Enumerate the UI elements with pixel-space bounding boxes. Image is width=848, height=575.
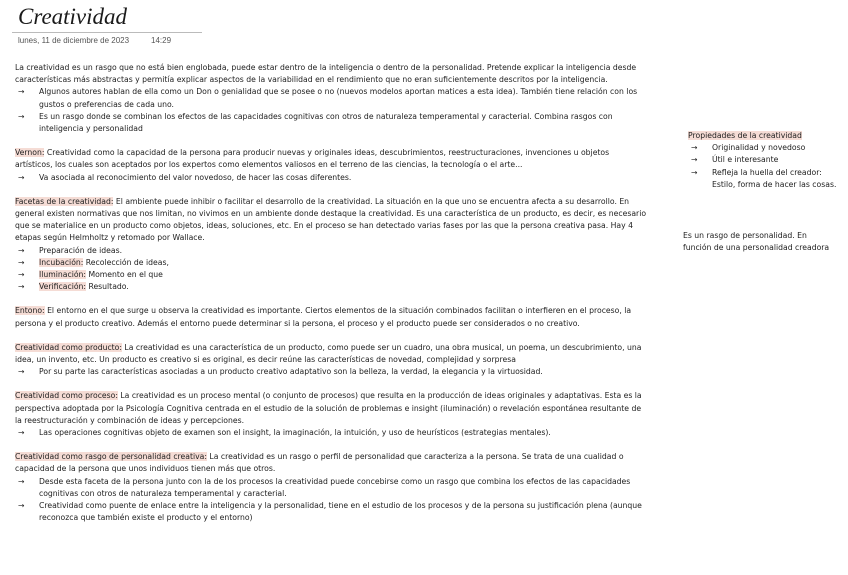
arrow-icon: → [18,282,25,292]
bullet-text: Algunos autores hablan de ella como un Don o genialidad que se posee o no (nuevos modelos aportan matices a esta idea). También tiene relación con los gustos o preferencias de cada uno. [39,87,638,109]
stage-label: Iluminación: [39,270,87,280]
stage-label: Incubación: [39,257,84,267]
list-item [688,167,838,191]
intro-paragraph: La creatividad es un rasgo que no está bien englobada, puede estar dentro de la inteligencia o dentro de la personalidad. Pretende explicar la inteligencia desde características más abstractas y permitía explicar aspectos de la variabilidad en el rendimiento que no eran suficientemente descritos por la inteligencia. [15,63,637,85]
list-item [15,172,647,184]
note-body [15,62,647,525]
page-time: 14:29 [151,36,172,45]
arrow-icon: → [18,111,25,121]
bullet-text: Las operaciones cognitivas objeto de examen son el insight, la imaginación, la intuición, y uso de heurísticos (estrategias mentales). [39,428,551,438]
list-item [15,500,647,524]
facetas-paragraph: Facetas de la creatividad: El ambiente puede inhibir o facilitar el desarrollo de la creatividad. La situación en la que uno se encuentra afecta a su desarrollo. En general existen normativas que nos limitan, no vivimos en un ambiente donde destaque la creatividad. Es una característica de un producto, es decir, es necesario que se materialice en un producto como objetos, ideas, soluciones, etc. En el proceso se han detectado varias fases por las que la persona creativa pasa. Hay 4 etapas según Helmholtz y retomado por Wallace. [15,196,647,243]
list-item [15,366,647,378]
list-item [15,245,647,257]
list-item [688,142,838,154]
list-item [15,86,647,110]
bullet-text: Va asociada al reconocimiento del valor novedoso, de hacer las cosas diferentes. [39,172,352,182]
highlight-label: Facetas de la creatividad: [15,196,114,206]
page-title: Creatividad [18,4,128,29]
page-date: lunes, 11 de diciembre de 2023 [18,36,130,45]
arrow-icon: → [18,476,25,486]
list-item [15,427,647,439]
entorno-paragraph: Entono: El entorno en el que surge u observa la creatividad es importante. Ciertos elementos de la situación combinados facilitan o interfieren en el proceso, la persona y el producto creativo. Además el entorno puede determinar si la persona, el proceso y el producto puede ser considerados o no creativo. [15,306,632,328]
side-heading: Propiedades de la creatividad [688,131,802,140]
bullet-text: Desde esta faceta de la persona junto con la de los procesos la creatividad puede concebirse como un rasgo que combina los efectos de las capacidades cognitivas con otros de naturaleza temperamental y caracterial. [39,476,631,498]
side-item: Útil e interesante [712,155,779,165]
arrow-icon: → [691,143,698,153]
arrow-icon: → [18,501,25,511]
arrow-icon: → [18,270,25,280]
list-item: → Verificación: Resultado. [15,281,647,293]
arrow-icon: → [18,245,25,255]
producto-paragraph: Creatividad como producto: La creatividad es una característica de un producto, como puede ser un cuadro, una obra musical, un poema, un descubrimiento, una idea, un invento, etc. Un producto es creativo si es original, es decir reúne las características de novedad, complejidad y sorpresa [15,342,642,365]
arrow-icon: → [691,167,698,177]
highlight-label: Vernon: [15,148,45,158]
list-item [15,476,647,500]
side-note-personality: Es un rasgo de personalidad. En función de una personalidad creadora [683,231,830,253]
rasgo-paragraph: Creatividad como rasgo de personalidad creativa: La creatividad es un rasgo o perfil de personalidad que caracteriza a la persona. Se trata de una cualidad o capacidad de la persona que unos individuos tienen más que otros. [15,452,624,474]
proceso-paragraph: Creatividad como proceso: La creatividad es un proceso mental (o conjunto de procesos) que resulta en la producción de ideas originales y adaptativas. Esta es la perspectiva adoptada por la Psicología Cognitiva centrada en el estudio de la solución de problemas e insight (iluminación) o revelación espontánea resultante de la reestructuración y combinación de ideas y percepciones. [15,391,642,425]
arrow-icon: → [18,367,25,377]
arrow-icon: → [18,87,25,97]
arrow-icon: → [18,172,25,182]
bullet-text: Por su parte las características asociadas a un producto creativo adaptativo son la belleza, la verdad, la elegancia y la virtuosidad. [39,367,543,377]
arrow-icon: → [691,155,698,165]
title-divider [12,32,202,33]
side-item: Refleja la huella del creador: Estilo, forma de hacer las cosas. [712,167,837,189]
highlight-label: Creatividad como producto: [15,342,122,352]
arrow-icon: → [18,257,25,267]
bullet-text: Creatividad como puente de enlace entre la inteligencia y la personalidad, tiene en el estudio de los procesos y de la persona su justificación plena (aunque reconozca que también existe el producto y el entorno) [39,501,642,523]
vernon-paragraph: Vernon: Creatividad como la capacidad de la persona para producir nuevas y originales ideas, descubrimientos, reestructuraciones, invenciones u objetos artísticos, los cuales son aceptados por los expertos como elementos valiosos en el terreno de las ciencias, la tecnología o el arte... [15,148,610,170]
highlight-label: Entono: [15,306,45,316]
stage-label: Verificación: [39,282,86,292]
highlight-label: Creatividad como proceso: [15,391,118,401]
bullet-text: Es un rasgo donde se combinan los efectos de las capacidades cognitivas con otros de naturaleza temperamental y caracterial. Combina rasgos con inteligencia y personalidad [39,111,613,134]
side-item: Originalidad y novedoso [712,143,806,153]
list-item [688,154,838,166]
list-item [15,111,647,135]
list-item: → Incubación: Recolección de ideas, [15,257,647,269]
highlight-label: Creatividad como rasgo de personalidad creativa: [15,452,207,462]
side-note-properties [688,130,838,191]
stage-text: Preparación de ideas. [39,245,123,255]
list-item: → Iluminación: Momento en el que [15,269,647,281]
arrow-icon: → [18,428,25,438]
